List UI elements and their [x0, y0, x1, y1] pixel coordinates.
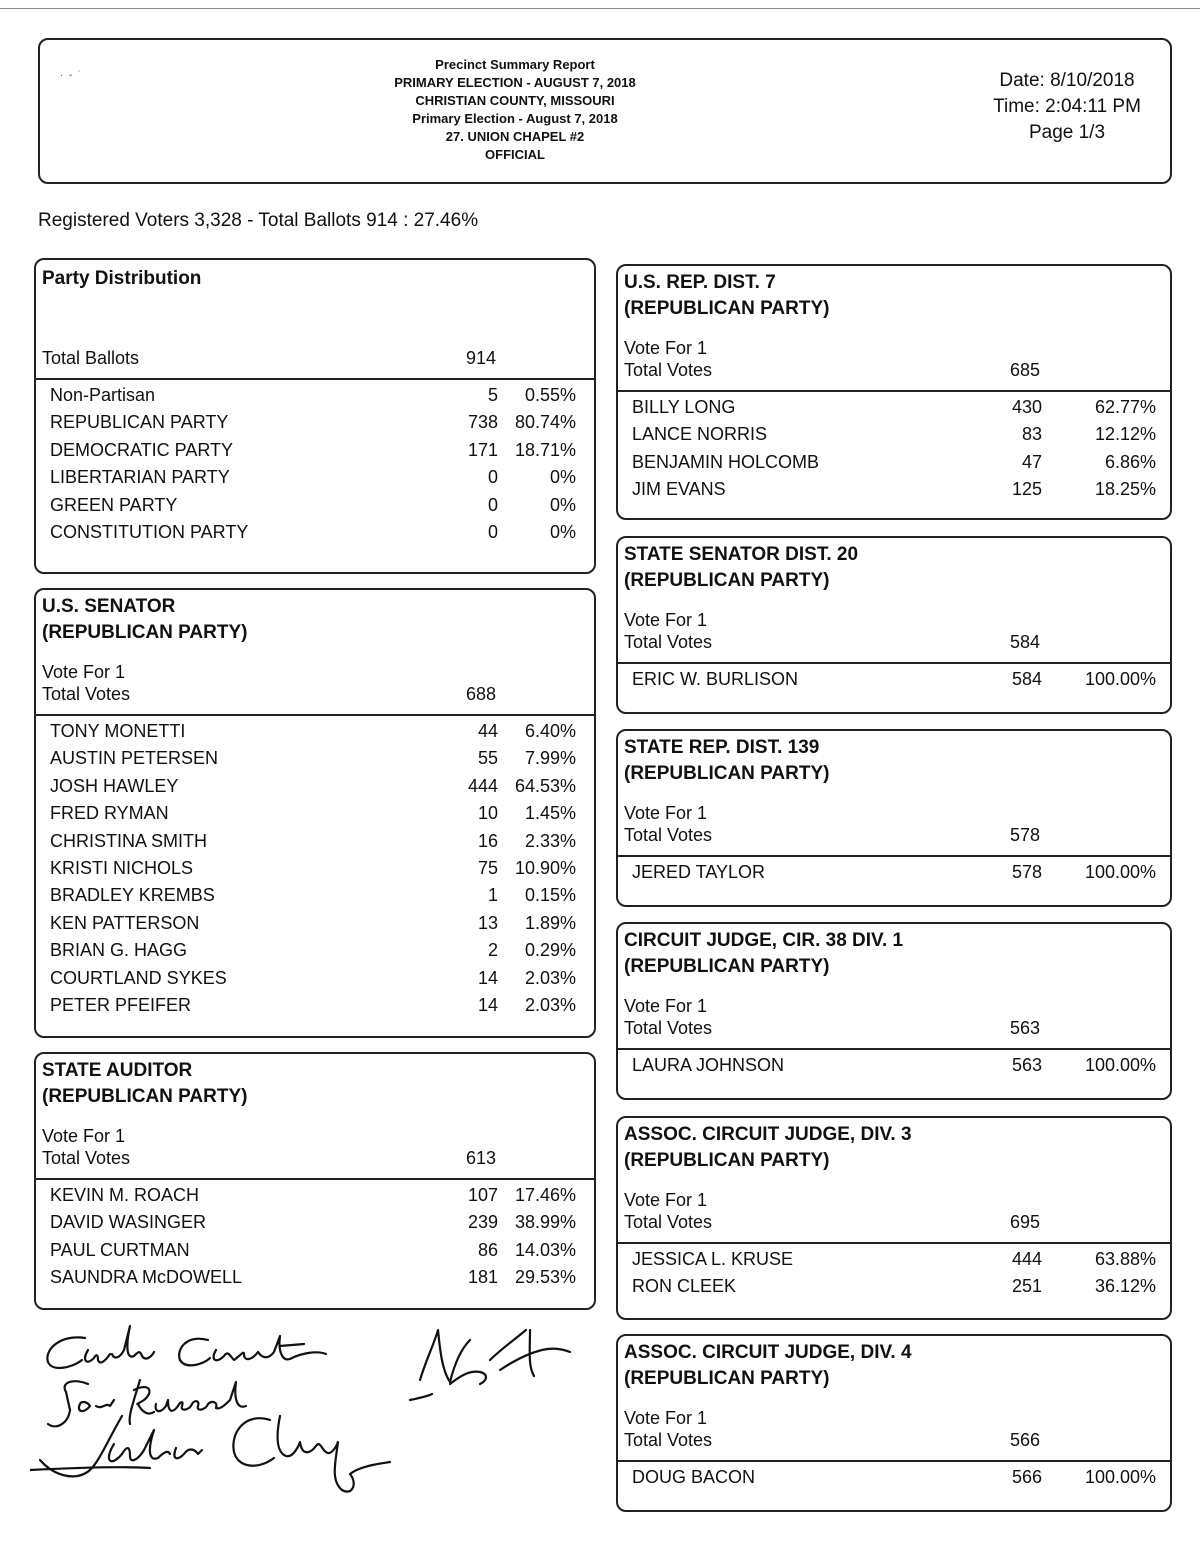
box-title [36, 590, 594, 646]
vote-percent: 62.77% [1094, 397, 1156, 417]
vote-count: 13 [477, 912, 498, 933]
vote-percent: 1.89% [524, 912, 576, 933]
party-title: (REPUBLICAN PARTY) [624, 1368, 830, 1389]
vote-percent: 10.90% [514, 857, 576, 878]
box-title [618, 538, 1170, 594]
result-rows [618, 1050, 1170, 1079]
total-value: 578 [1009, 825, 1040, 845]
party-title: (REPUBLICAN PARTY) [624, 1150, 830, 1171]
result-rows [618, 664, 1170, 693]
race-title: ASSOC. CIRCUIT JUDGE, DIV. 3 [624, 1124, 912, 1145]
box-title [618, 1336, 1170, 1392]
total-label: Total Votes [624, 1212, 713, 1232]
total-value: 688 [465, 684, 496, 704]
candidate-name: RON CLEEK [632, 1276, 737, 1297]
vote-percent: 6.86% [1104, 451, 1156, 472]
vote-percent: 17.46% [514, 1185, 576, 1205]
vote-for: Vote For 1 [42, 662, 126, 682]
candidate-name: DEMOCRATIC PARTY [50, 439, 234, 460]
vote-percent: 2.03% [524, 967, 576, 988]
vote-percent: 100.00% [1084, 1055, 1156, 1075]
header-line: CHRISTIAN COUNTY, MISSOURI [415, 93, 615, 108]
race-title: CIRCUIT JUDGE, CIR. 38 DIV. 1 [624, 930, 904, 951]
vote-count: 566 [1011, 1467, 1042, 1487]
result-row [36, 773, 594, 800]
candidate-name: KEN PATTERSON [50, 912, 200, 933]
result-row [36, 519, 594, 546]
total-label: Total Votes [42, 684, 131, 704]
total-label: Total Votes [624, 1018, 713, 1038]
vote-for: Vote For 1 [624, 996, 708, 1016]
total-ballots-row [36, 348, 594, 374]
box-title [618, 266, 1170, 322]
report-date: Date: 8/10/2018 [999, 70, 1135, 91]
vote-percent: 29.53% [514, 1267, 576, 1288]
vote-count: 738 [467, 412, 498, 433]
vote-count: 2 [487, 940, 498, 961]
vote-count: 86 [477, 1239, 498, 1260]
vote-percent: 14.03% [514, 1239, 576, 1260]
vote-percent: 0% [549, 494, 576, 515]
result-row [36, 718, 594, 745]
vote-percent: 1.45% [524, 803, 576, 824]
result-row [36, 464, 594, 491]
race-title: STATE SENATOR DIST. 20 [624, 544, 859, 565]
total-value: 566 [1009, 1430, 1040, 1450]
candidate-name: BRADLEY KREMBS [50, 885, 215, 906]
result-row [618, 1052, 1170, 1079]
candidate-name: KEVIN M. ROACH [50, 1185, 200, 1205]
total-votes-row [618, 1430, 1170, 1456]
vote-count: 0 [487, 521, 498, 542]
result-row [36, 382, 594, 409]
header-line: OFFICIAL [485, 147, 545, 162]
result-row [618, 1246, 1170, 1273]
party-title: (REPUBLICAN PARTY) [624, 763, 830, 784]
vote-count: 75 [477, 857, 498, 878]
vote-count: 10 [477, 803, 498, 824]
vote-count: 1 [487, 885, 498, 906]
result-row [36, 437, 594, 464]
total-value: 685 [1009, 360, 1040, 380]
vote-percent: 6.40% [524, 721, 576, 741]
candidate-name: CHRISTINA SMITH [50, 830, 208, 851]
vote-percent: 100.00% [1084, 669, 1156, 689]
us-rep-dist-7-box [616, 264, 1172, 520]
result-row [618, 859, 1170, 886]
vote-percent: 2.33% [524, 830, 576, 851]
registered-voters-line: Registered Voters 3,328 - Total Ballots 914 : 27.46% [38, 210, 479, 231]
total-label: Total Votes [42, 1148, 131, 1168]
total-label: Total Votes [624, 632, 713, 652]
result-row [36, 800, 594, 827]
vote-for: Vote For 1 [624, 610, 708, 630]
vote-percent: 36.12% [1094, 1276, 1156, 1297]
report-time: Time: 2:04:11 PM [993, 96, 1141, 117]
vote-count: 430 [1011, 397, 1042, 417]
box-title: Party Distribution [42, 268, 202, 289]
candidate-name: COURTLAND SYKES [50, 967, 227, 988]
vote-count: 14 [477, 967, 498, 988]
vote-percent: 12.12% [1094, 424, 1156, 445]
vote-percent: 0.55% [524, 385, 576, 405]
vote-for: Vote For 1 [624, 803, 708, 823]
total-value: 695 [1009, 1212, 1040, 1232]
result-rows [618, 392, 1170, 504]
total-value: 914 [465, 348, 496, 368]
result-row [36, 965, 594, 992]
race-title: STATE AUDITOR [42, 1060, 193, 1081]
vote-percent: 0% [549, 467, 576, 488]
result-row [36, 855, 594, 882]
result-row [36, 1237, 594, 1264]
total-label: Total Votes [624, 1430, 713, 1450]
vote-for: Vote For 1 [624, 1408, 708, 1428]
vote-percent: 2.03% [524, 994, 576, 1015]
top-edge-line [0, 0, 1200, 9]
candidate-name: TONY MONETTI [50, 721, 186, 741]
candidate-name: DOUG BACON [632, 1467, 756, 1487]
vote-percent: 80.74% [514, 412, 576, 433]
vote-percent: 38.99% [514, 1212, 576, 1233]
vote-count: 563 [1011, 1055, 1042, 1075]
box-title [618, 731, 1170, 787]
vote-count: 171 [467, 439, 498, 460]
total-value: 613 [465, 1148, 496, 1168]
circuit-judge-cir-38-box [616, 922, 1172, 1100]
total-label: Total Votes [624, 825, 713, 845]
vote-count: 181 [467, 1267, 498, 1288]
result-row [618, 666, 1170, 693]
result-row [36, 937, 594, 964]
total-votes-row [618, 1212, 1170, 1238]
signature-drawing [30, 1320, 590, 1520]
vote-count: 239 [467, 1212, 498, 1233]
total-votes-row [36, 1148, 594, 1174]
total-label: Total Votes [624, 360, 713, 380]
box-title [36, 1054, 594, 1110]
vote-count: 16 [477, 830, 498, 851]
result-row [618, 1464, 1170, 1491]
total-votes-row [618, 632, 1170, 658]
candidate-name: BRIAN G. HAGG [50, 940, 188, 961]
header-line: PRIMARY ELECTION - AUGUST 7, 2018 [394, 75, 636, 90]
vote-count: 55 [477, 748, 498, 769]
candidate-name: SAUNDRA McDOWELL [50, 1267, 243, 1288]
race-title: STATE REP. DIST. 139 [624, 737, 820, 758]
report-title-block [340, 56, 690, 164]
assoc-circuit-judge-div-3-box [616, 1116, 1172, 1320]
party-title: (REPUBLICAN PARTY) [624, 956, 830, 977]
result-rows [36, 380, 594, 546]
party-title: (REPUBLICAN PARTY) [42, 1086, 248, 1107]
total-value: 584 [1009, 632, 1040, 652]
result-row [618, 1273, 1170, 1300]
candidate-name: LANCE NORRIS [632, 424, 768, 445]
vote-count: 584 [1011, 669, 1042, 689]
candidate-name: JESSICA L. KRUSE [632, 1249, 794, 1269]
total-votes-row [618, 825, 1170, 851]
vote-count: 47 [1021, 451, 1042, 472]
vote-count: 125 [1011, 479, 1042, 500]
result-rows [618, 1462, 1170, 1491]
race-title: ASSOC. CIRCUIT JUDGE, DIV. 4 [624, 1342, 912, 1363]
result-row [36, 828, 594, 855]
race-title: U.S. REP. DIST. 7 [624, 272, 776, 293]
vote-percent: 7.99% [524, 748, 576, 769]
result-row [618, 449, 1170, 476]
candidate-name: JERED TAYLOR [632, 862, 766, 882]
vote-percent: 100.00% [1084, 862, 1156, 882]
state-rep-dist-139-box [616, 729, 1172, 907]
state-senator-dist-20-box [616, 536, 1172, 714]
race-title: U.S. SENATOR [42, 596, 176, 617]
candidate-name: BILLY LONG [632, 397, 736, 417]
vote-percent: 0.15% [524, 885, 576, 906]
vote-count: 83 [1021, 424, 1042, 445]
vote-percent: 0.29% [524, 940, 576, 961]
candidate-name: REPUBLICAN PARTY [50, 412, 229, 433]
vote-for: Vote For 1 [624, 1190, 708, 1210]
candidate-name: AUSTIN PETERSEN [50, 748, 219, 769]
assoc-circuit-judge-div-4-box [616, 1334, 1172, 1512]
box-title [618, 924, 1170, 980]
report-meta [972, 68, 1162, 146]
total-votes-row [36, 684, 594, 710]
vote-count: 444 [467, 775, 498, 796]
party-distribution-box [34, 258, 596, 574]
result-row [36, 1209, 594, 1236]
vote-count: 5 [487, 385, 498, 405]
party-title: (REPUBLICAN PARTY) [624, 298, 830, 319]
candidate-name: FRED RYMAN [50, 803, 169, 824]
result-rows [36, 716, 594, 1019]
header-line: Primary Election - August 7, 2018 [412, 111, 618, 126]
vote-for: Vote For 1 [42, 1126, 126, 1146]
handwritten-signatures [30, 1320, 590, 1520]
total-value: 563 [1009, 1018, 1040, 1038]
vote-percent: 0% [549, 521, 576, 542]
party-title: (REPUBLICAN PARTY) [42, 622, 248, 643]
total-votes-row [618, 1018, 1170, 1044]
result-row [618, 476, 1170, 503]
vote-percent: 64.53% [514, 775, 576, 796]
report-header [38, 38, 1172, 184]
result-row [36, 1264, 594, 1291]
result-row [36, 910, 594, 937]
candidate-name: PETER PFEIFER [50, 994, 192, 1015]
vote-count: 107 [467, 1185, 498, 1205]
vote-count: 251 [1011, 1276, 1042, 1297]
header-line: 27. UNION CHAPEL #2 [445, 129, 585, 144]
result-rows [618, 1244, 1170, 1301]
vote-percent: 100.00% [1084, 1467, 1156, 1487]
party-title: (REPUBLICAN PARTY) [624, 570, 830, 591]
total-votes-row [618, 360, 1170, 386]
result-row [36, 409, 594, 436]
header-line: Precinct Summary Report [435, 57, 595, 72]
vote-count: 0 [487, 494, 498, 515]
candidate-name: ERIC W. BURLISON [632, 669, 799, 689]
candidate-name: Non-Partisan [50, 385, 156, 405]
result-rows [618, 857, 1170, 886]
candidate-name: LAURA JOHNSON [632, 1055, 785, 1075]
candidate-name: LIBERTARIAN PARTY [50, 467, 230, 488]
result-row [36, 1182, 594, 1209]
result-row [618, 394, 1170, 421]
vote-percent: 18.71% [514, 439, 576, 460]
report-page: Page 1/3 [1028, 122, 1106, 143]
total-label: Total Ballots [42, 348, 140, 368]
scan-specks: · ‐ ˙ [60, 70, 82, 81]
candidate-name: BENJAMIN HOLCOMB [632, 451, 820, 472]
result-row [36, 492, 594, 519]
vote-count: 578 [1011, 862, 1042, 882]
result-row [618, 421, 1170, 448]
candidate-name: PAUL CURTMAN [50, 1239, 190, 1260]
candidate-name: CONSTITUTION PARTY [50, 521, 249, 542]
state-auditor-box [34, 1052, 596, 1310]
candidate-name: DAVID WASINGER [50, 1212, 207, 1233]
result-row [36, 745, 594, 772]
candidate-name: GREEN PARTY [50, 494, 178, 515]
result-rows [36, 1180, 594, 1292]
vote-count: 44 [477, 721, 498, 741]
result-row [36, 882, 594, 909]
vote-for: Vote For 1 [624, 338, 708, 358]
candidate-name: JOSH HAWLEY [50, 775, 179, 796]
vote-count: 14 [477, 994, 498, 1015]
candidate-name: KRISTI NICHOLS [50, 857, 194, 878]
vote-count: 444 [1011, 1249, 1042, 1269]
vote-count: 0 [487, 467, 498, 488]
result-row [36, 992, 594, 1019]
candidate-name: JIM EVANS [632, 479, 726, 500]
vote-percent: 18.25% [1094, 479, 1156, 500]
vote-percent: 63.88% [1094, 1249, 1156, 1269]
us-senator-box [34, 588, 596, 1038]
box-title [618, 1118, 1170, 1174]
